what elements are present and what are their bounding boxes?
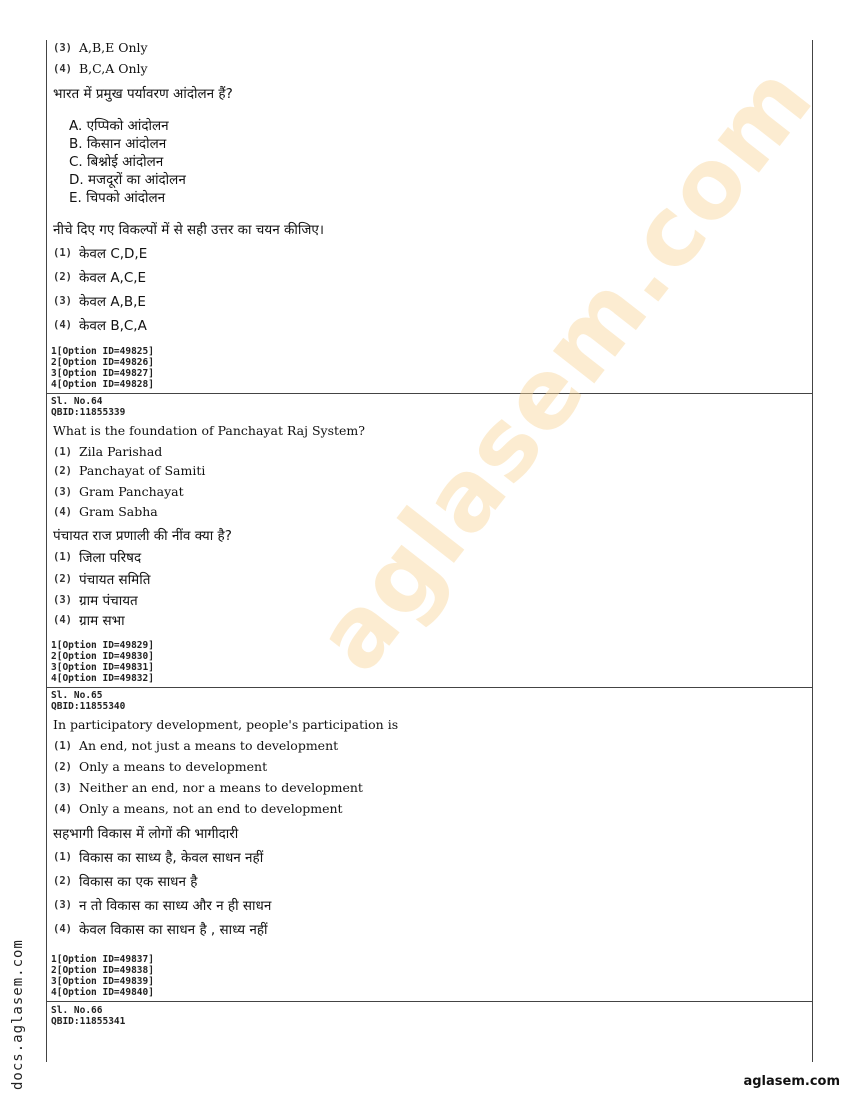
serial-number: Sl. No.66 [51,1005,103,1016]
hindi-item-c: C. बिश्नोई आंदोलन [69,154,164,170]
english-question: In participatory development, people's participation is [53,717,399,732]
option-id-3: 3[Option ID=49839] [51,976,154,987]
hindi-instruction: नीचे दिए गए विकल्पों में से सही उत्तर का चयन कीजिए। [53,222,324,238]
hi-option-2: (2) केवल A,C,E [53,270,147,286]
hindi-question: भारत में प्रमुख पर्यावरण आंदोलन हैं? [53,86,233,102]
option-id-4: 4[Option ID=49832] [51,673,154,684]
option-id-3: 3[Option ID=49831] [51,662,154,673]
option-id-1: 1[Option ID=49829] [51,640,154,651]
separator [47,393,812,394]
en-option-4: (4) B,C,A Only [53,61,148,76]
hi-option-1: (1) जिला परिषद [53,550,142,566]
english-question: What is the foundation of Panchayat Raj System? [53,423,365,438]
option-id-1: 1[Option ID=49837] [51,954,154,965]
hi-option-3: (3) ग्राम पंचायत [53,593,138,609]
brand-footer: aglasem.com [743,1074,840,1089]
en-option-4: (4) Gram Sabha [53,504,158,519]
qbid: QBID:11855339 [51,407,126,418]
hi-option-3: (3) केवल A,B,E [53,294,146,310]
watermark: aglasem.com [294,43,835,692]
hi-option-2: (2) विकास का एक साधन है [53,874,198,890]
serial-number: Sl. No.65 [51,690,103,701]
hindi-item-d: D. मजदूरों का आंदोलन [69,172,186,188]
hindi-question: पंचायत राज प्रणाली की नींव क्या है? [53,528,232,544]
hi-option-4: (4) ग्राम सभा [53,613,125,629]
qbid: QBID:11855340 [51,701,126,712]
en-option-1: (1) An end, not just a means to development [53,738,339,753]
hi-option-1: (1) केवल C,D,E [53,246,148,262]
side-url: docs.aglasem.com [10,939,26,1090]
separator [47,687,812,688]
serial-number: Sl. No.64 [51,396,103,407]
option-id-4: 4[Option ID=49840] [51,987,154,998]
hi-option-3: (3) न तो विकास का साध्य और न ही साधन [53,898,272,914]
hi-option-2: (2) पंचायत समिति [53,572,151,588]
hi-option-4: (4) केवल B,C,A [53,318,147,334]
hi-option-1: (1) विकास का साध्य है, केवल साधन नहीं [53,850,264,866]
en-option-4: (4) Only a means, not an end to development [53,801,343,816]
separator [47,1001,812,1002]
option-id-2: 2[Option ID=49838] [51,965,154,976]
hindi-item-e: E. चिपको आंदोलन [69,190,166,206]
hindi-item-a: A. एप्पिको आंदोलन [69,118,169,134]
en-option-3: (3) Neither an end, nor a means to development [53,780,363,795]
hindi-question: सहभागी विकास में लोगों की भागीदारी [53,826,239,842]
hindi-item-b: B. किसान आंदोलन [69,136,167,152]
option-id-4: 4[Option ID=49828] [51,379,154,390]
option-id-3: 3[Option ID=49827] [51,368,154,379]
en-option-2: (2) Panchayat of Samiti [53,463,206,478]
option-id-2: 2[Option ID=49826] [51,357,154,368]
option-id-2: 2[Option ID=49830] [51,651,154,662]
en-option-3: (3) A,B,E Only [53,40,148,55]
en-option-2: (2) Only a means to development [53,759,268,774]
option-id-1: 1[Option ID=49825] [51,346,154,357]
hi-option-4: (4) केवल विकास का साधन है , साध्य नहीं [53,922,268,938]
en-option-3: (3) Gram Panchayat [53,484,184,499]
en-option-1: (1) Zila Parishad [53,444,163,459]
qbid: QBID:11855341 [51,1016,126,1027]
